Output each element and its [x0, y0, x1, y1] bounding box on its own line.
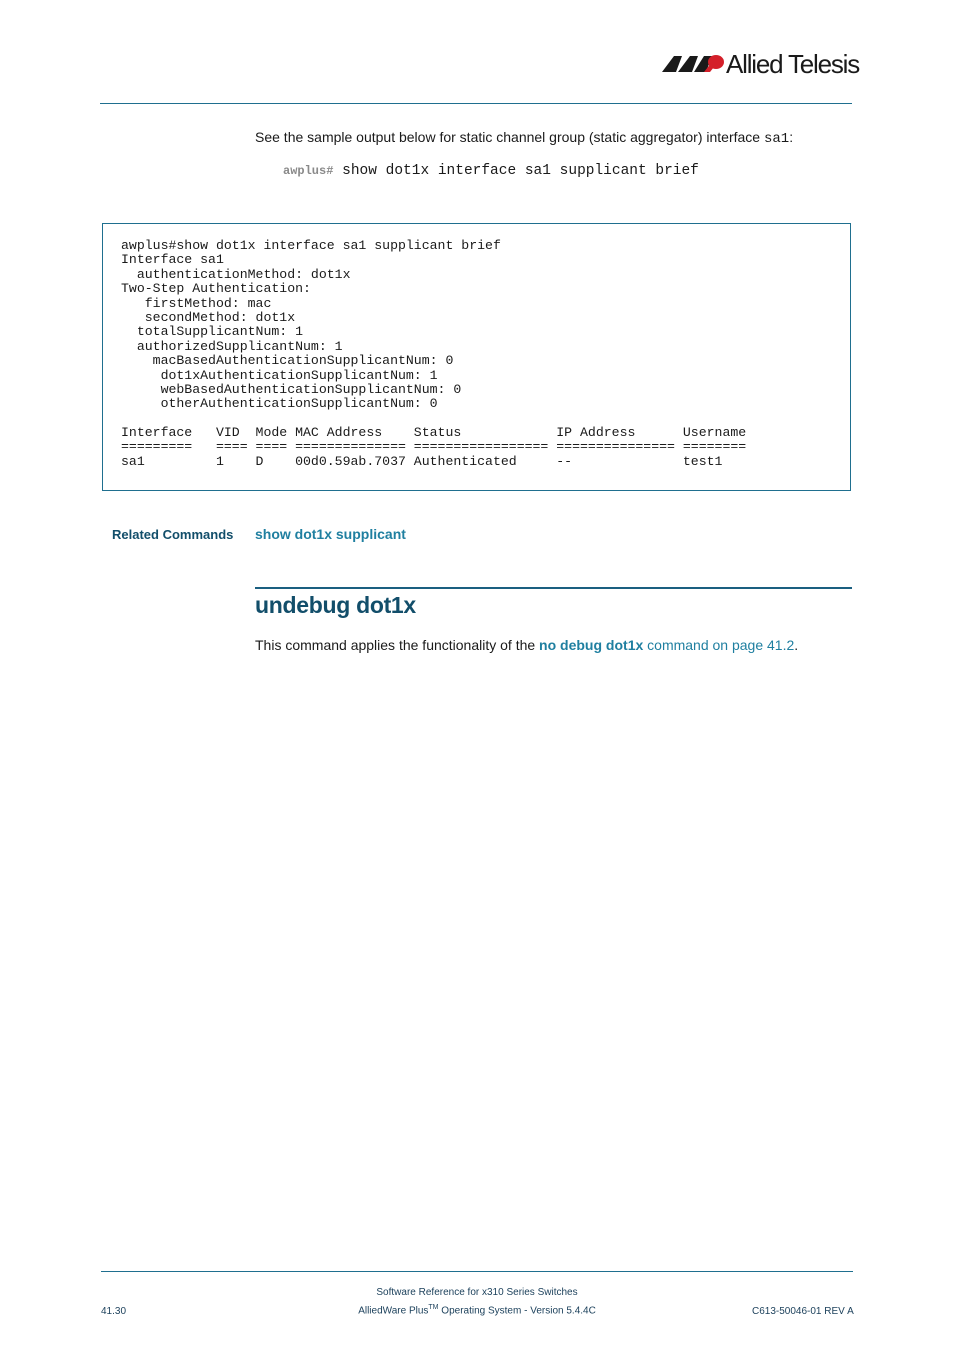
output-line: authenticationMethod: dot1x	[121, 266, 351, 282]
no-debug-dot1x-link[interactable]: no debug dot1x	[539, 637, 644, 653]
output-line: authorizedSupplicantNum: 1	[121, 338, 343, 354]
output-line: Two-Step Authentication:	[121, 281, 311, 297]
section-body-suffix: .	[794, 637, 799, 653]
document-id: C613-50046-01 REV A	[752, 1306, 854, 1317]
output-line: awplus#show dot1x interface sa1 supplicant brief	[121, 238, 501, 253]
footer-rule	[101, 1271, 853, 1272]
output-line: firstMethod: mac	[121, 295, 272, 311]
command-text: show dot1x interface sa1 supplicant brief	[342, 163, 699, 179]
header-rule	[100, 103, 852, 104]
logo-mark-icon	[660, 48, 726, 80]
section-body	[255, 637, 798, 653]
related-command-link[interactable]: show dot1x supplicant	[255, 526, 406, 542]
output-line: sa1 1 D 00d0.59ab.7037 Authenticated -- test1	[121, 453, 723, 469]
brand-name: Allied Telesis	[726, 49, 860, 79]
output-line: dot1xAuthenticationSupplicantNum: 1	[121, 367, 438, 383]
output-line: webBasedAuthenticationSupplicantNum: 0	[121, 381, 462, 397]
output-line: Interface VID Mode MAC Address Status IP Address Username	[121, 425, 747, 441]
section-body-prefix: This command applies the functionality of the	[255, 637, 540, 653]
output-line	[121, 412, 746, 426]
intro-paragraph	[255, 129, 793, 147]
footer-system-prefix: AlliedWare Plus	[358, 1305, 429, 1317]
footer-title: Software Reference for x310 Series Switches	[376, 1287, 578, 1298]
output-line: macBasedAuthenticationSupplicantNum: 0	[121, 353, 454, 369]
command-example	[283, 163, 699, 179]
section-title: undebug dot1x	[255, 592, 416, 618]
page-reference-link[interactable]: command on page 41.2	[643, 637, 795, 653]
output-line: totalSupplicantNum: 1	[121, 324, 304, 340]
output-line: otherAuthenticationSupplicantNum: 0	[121, 396, 438, 412]
allied-telesis-logo	[660, 48, 860, 80]
section-rule	[255, 587, 852, 589]
intro-code: sa1	[763, 131, 790, 147]
output-line: Interface sa1	[121, 252, 224, 268]
output-line: ========= ==== ==== ============== ================= =============== ========	[121, 439, 747, 455]
intro-text: See the sample output below for static channel group (static aggregator) interface	[255, 129, 764, 145]
output-line: secondMethod: dot1x	[121, 309, 296, 325]
footer-tm: TM	[428, 1304, 439, 1311]
related-commands-label: Related Commands	[112, 527, 234, 542]
page-number: 41.30	[101, 1306, 127, 1317]
footer-system-suffix: Operating System - Version 5.4.4C	[438, 1305, 596, 1317]
command-prompt: awplus#	[283, 164, 334, 178]
intro-suffix: :	[789, 129, 794, 145]
output-box	[102, 223, 851, 491]
output-lines	[121, 239, 746, 469]
